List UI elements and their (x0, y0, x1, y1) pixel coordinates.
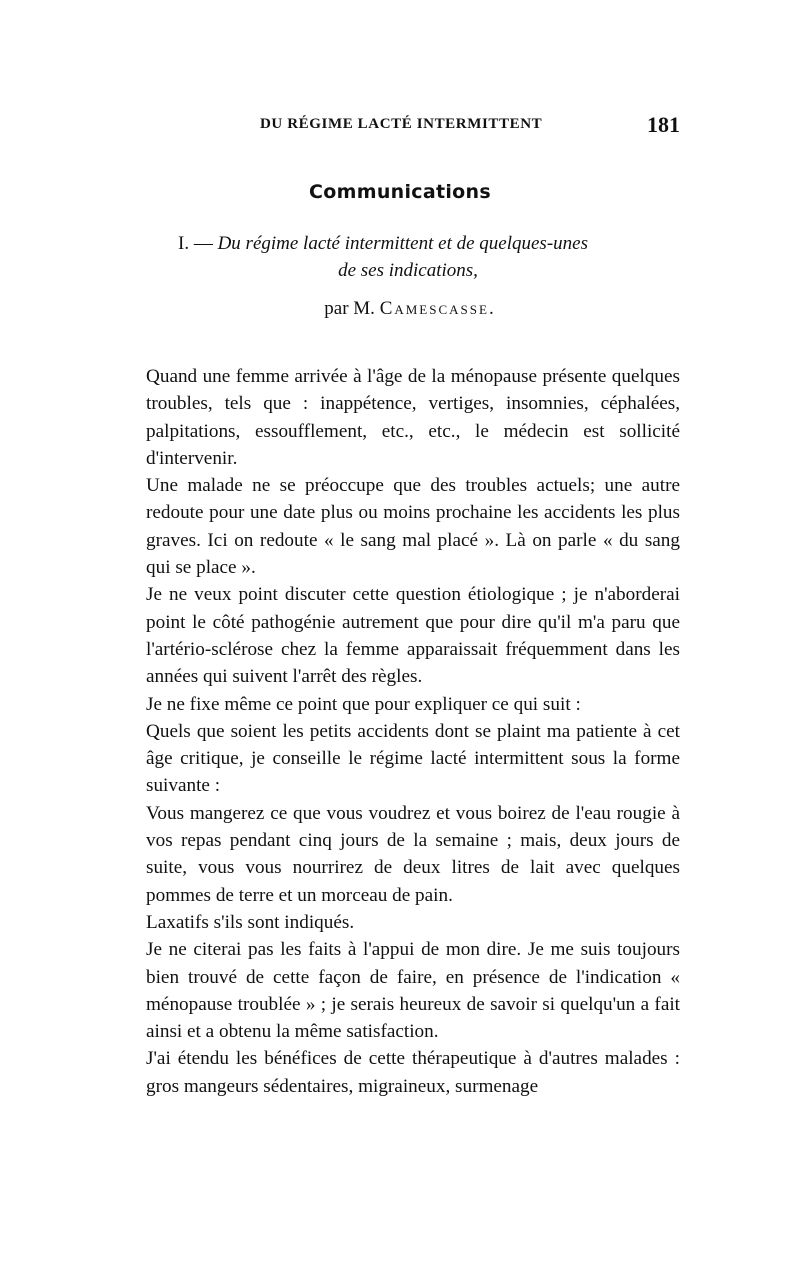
article-title-part-2: de ses indications, (338, 260, 478, 281)
paragraph-9: J'ai étendu les bénéfices de cette thérapeutique à d'autres malades : gros mangeurs sédentaires, migraineux, surmenage (146, 1048, 680, 1097)
running-title: DU RÉGIME LACTÉ INTERMITTENT (260, 116, 543, 132)
article-title-part-1: Du régime lacté intermittent et de quelques-unes (217, 233, 588, 254)
paragraph-2: Une malade ne se préoccupe que des troubles actuels; une autre redoute pour une date plus ou moins prochaine les accidents les plus graves. Ici on redoute « le sang mal placé ». Là on parle « du sang qui se place ». (146, 475, 680, 579)
paragraph-1: Quand une femme arrivée à l'âge de la ménopause présente quelques troubles, tels que : inappétence, vertiges, insomnies, céphalées, palpitations, essoufflement, etc., etc., le médecin est sollicité d'intervenir. (146, 366, 680, 469)
running-header (140, 112, 680, 142)
article-heading-line-1 (178, 230, 648, 257)
page-number: 181 (647, 112, 680, 137)
paragraph-8: Je ne citerai pas les faits à l'appui de mon dire. Je me suis toujours bien trouvé de cette façon de faire, en présence de l'indication « ménopause troublée » ; je serais heureux de savoir si quelqu'un a fait ainsi et a obtenu la même satisfaction. (146, 939, 680, 1043)
article-author (0, 298, 800, 320)
section-title: Communications (309, 181, 491, 203)
article-heading (178, 230, 648, 284)
article-number: I. — (178, 233, 213, 254)
author-name: Camescasse. (379, 298, 496, 319)
article-body (146, 363, 680, 1100)
paragraph-5: Quels que soient les petits accidents dont se plaint ma patiente à cet âge critique, je conseille le régime lacté intermittent sous la forme suivante : (146, 720, 680, 797)
paragraph-6: Vous mangerez ce que vous voudrez et vous boirez de l'eau rougie à vos repas pendant cinq jours de la semaine ; mais, deux jours de suite, vous vous nourrirez de deux litres de lait avec quelques pommes de terre et un morceau de pain. (146, 802, 680, 906)
author-prefix: par M. (324, 298, 375, 319)
paragraph-3: Je ne veux point discuter cette question étiologique ; je n'aborderai point le côté pathogénie autrement que pour dire qu'il m'a paru que l'artério-sclérose chez la femme apparaissait fréquemment dans les années qui suivent l'arrêt des règles. (146, 584, 680, 688)
paragraph-7: Laxatifs s'ils sont indiqués. (146, 911, 355, 933)
paragraph-4: Je ne fixe même ce point que pour expliquer ce qui suit : (146, 693, 581, 715)
